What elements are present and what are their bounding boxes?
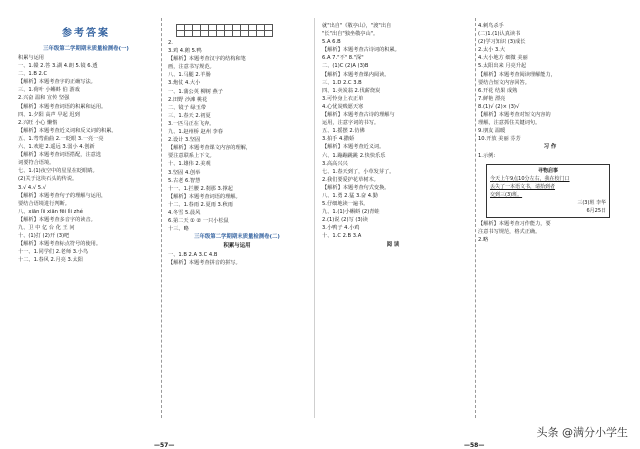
answer-line: 【解析】本题考查习作能力，要 — [478, 220, 551, 227]
answer-line: 7.鲜艳 漂亮 — [478, 95, 506, 102]
answer-line: 6.A 7."不" 8."深" — [322, 55, 364, 62]
answer-line: 3.坚固 4.创举 — [168, 169, 201, 176]
answer-line: 要结合短文内容回答。 — [478, 79, 530, 86]
right-column-1 — [322, 22, 464, 422]
answer-line: 八、1.勇 2.猛 3.奋 4.勤 — [322, 192, 378, 199]
answer-line: 运用，注意字词的书写。 — [322, 120, 380, 127]
answer-line: 十、(1)打 (2)开 (3)吧 — [18, 233, 70, 240]
answer-line: 【解析】本题考查标点符号的使用。 — [18, 241, 102, 248]
answer-line: 3.一匹马正在飞奔。 — [168, 120, 215, 127]
answer-line: 5.仔细地读一遍书。 — [322, 201, 369, 208]
left-page — [18, 22, 306, 449]
answer-line: 九、1.赵州桥 赵州 李春 — [168, 129, 223, 136]
answer-line: 4.心忧炭贱愿天寒 — [322, 103, 364, 110]
answer-line: 注意书写规范，格式正确。 — [478, 228, 541, 235]
notice-line: 今天上午9点10分左右，我在校门口 — [490, 175, 570, 182]
answer-line: 2.太小 3.大 — [478, 47, 506, 54]
answer-line: 3.可怜身上衣正单 — [322, 95, 364, 102]
notice-signature: 三(3)班 李华 — [577, 199, 606, 206]
column-divider — [161, 18, 162, 418]
answer-line: 一、1.蒲公英 柳树 燕子 — [168, 88, 223, 95]
answer-line: 二、1.B 2.C — [18, 71, 48, 78]
answer-line: 九、1.(1)小蝌蚪 (2)青蛙 — [322, 209, 380, 216]
answer-line: 4.冬雪 5.晨风 — [168, 209, 201, 216]
answer-line: 五、1.摇摆 2.仿佛 — [322, 128, 365, 135]
answer-line: 【解析】本题考查阅读理解能力， — [478, 71, 556, 78]
answer-line: 2.我们要爱护花草树木。 — [322, 176, 379, 183]
answer-line: 四、1.卖炭翁 2.伐薪烧炭 — [322, 87, 381, 94]
answer-line: 4.刺鸟杀手 — [478, 23, 504, 29]
answer-line: 3.√ 4.√ 5.√ — [18, 184, 47, 191]
answer-line: 【解析】本题考查词语搭配，注意选 — [18, 152, 102, 159]
answer-line: 【解析】本题考查汉字的结构和笔 — [168, 56, 246, 63]
answer-line: 三、1.春天 2.初夏 — [168, 112, 211, 119]
answer-line: 十一、1.拦腰 2.刹那 3.撑起 — [168, 185, 233, 192]
answer-line: 【解析】本题考查句式变换。 — [322, 184, 390, 191]
left-column-2 — [168, 22, 306, 422]
answer-line: 【解析】本题考查近义词和反义词的积累。 — [18, 127, 117, 134]
notice-box — [486, 164, 610, 218]
answer-line: 6.开花 结果 成熟 — [478, 87, 518, 94]
answer-line: 六、1.蹦蹦跳跳 2.快快乐乐 — [322, 152, 386, 159]
answer-line: 2.设计 3.坚固 — [168, 137, 201, 144]
answer-list — [168, 251, 306, 267]
answer-line: 2.(1)说 (2)写 (3)读 — [322, 217, 368, 224]
right-column-2 — [478, 22, 622, 422]
answer-line: 二、(1)C (2)A (3)B — [322, 63, 369, 70]
answer-line: "长"出自"独坐敬亭山"。 — [322, 31, 379, 38]
answer-line: 三、1.D 2.C 3.B — [322, 79, 362, 86]
answer-line: 九、卫 中 亿 台 化 王 问 — [18, 224, 75, 231]
notice-date: 6月25日 — [586, 207, 606, 214]
answer-line: 【解析】本题考查句子的理解与运用， — [18, 192, 107, 199]
answer-line: 5.太阳出来 月亮升起 — [478, 63, 527, 70]
answer-line: 理解，注意抓住关键词句。 — [478, 120, 541, 127]
page-number: —57— — [154, 442, 175, 449]
answer-line: 2.兴奋 温和 宣传 坚强 — [18, 95, 70, 102]
answer-line: 积累与运用 — [18, 55, 44, 61]
answer-line: 2.略 — [478, 236, 489, 243]
answer-line: 八、1.马腿 2.羊肠 — [168, 72, 211, 79]
answer-list — [478, 220, 622, 244]
answer-line: 【解析】本题考查近义词。 — [322, 144, 385, 151]
answer-line: 十一、1.同学们 2.老师 3.小鸟 — [18, 249, 89, 256]
answer-line: 八、xiān lìi xiān fēi lìi zhé — [18, 208, 83, 215]
answer-line: 就"出自"《敬亭山》，"渡"出自 — [322, 23, 392, 29]
character-grid — [176, 24, 273, 37]
answer-line: (2)关于这块石头的传说。 — [18, 176, 78, 183]
answer-line: 要结合语境进行判断。 — [18, 200, 70, 207]
answer-line: 三、1.荷叶 小蝌蚪 伯 游戏 — [18, 87, 80, 94]
answer-line: 要注意联系上下文。 — [168, 153, 215, 160]
notice-title: 寻物启事 — [537, 167, 558, 174]
answer-line: 8.(1)√ (2)× (3)√ — [478, 103, 520, 110]
answer-line: 【解析】本题考查古诗词的积累。 — [322, 47, 400, 54]
answer-line: 【解析】本题考查课文内容的理解， — [168, 145, 252, 152]
answer-line: 二、镜子 绿玉带 — [168, 104, 206, 111]
answer-line: 3.小鸭子 4.小鸡 — [322, 225, 360, 232]
section-heading: 积累与运用 — [223, 243, 251, 250]
watermark: 头条 @满分小学生 — [533, 423, 633, 441]
answer-line: 3.鸡 4.鹅 5.鸭 — [168, 48, 202, 55]
answer-line: 5.A 6.B — [322, 39, 341, 46]
answer-line: 【解析】本题考查字的正确写法。 — [18, 79, 96, 86]
answer-line: 【解析】本题考查对短文内容的 — [478, 112, 551, 119]
answer-line: 2.田野 沙滩 桃花 — [168, 96, 208, 103]
answer-list — [478, 22, 622, 143]
composition-item: 1.示例: — [478, 153, 496, 160]
answer-line: 十三、略 — [168, 226, 189, 233]
answer-line: 五、1.弯弯曲曲 2.一眨眼 3.一亮一亮 — [18, 135, 104, 142]
answer-line: 3.拍手 4.撒娇 — [322, 136, 355, 143]
answer-line: 词要符合语境。 — [18, 160, 55, 167]
composition-heading: 习 作 — [543, 144, 557, 151]
answer-line: 【解析】本题考查拼音的拼写。 — [168, 260, 241, 267]
answer-line: 5.古老 6.智慧 — [168, 177, 201, 184]
answer-list — [168, 39, 306, 233]
answer-line: 3.炮仗 4.大小 — [168, 80, 201, 87]
answer-line: 十、1.雄伟 2.美观 — [168, 161, 211, 168]
page-gutter — [314, 18, 315, 418]
answer-line: 10.开放 美丽 芬芳 — [478, 136, 521, 143]
reading-heading: 阅 读 — [386, 241, 400, 248]
answer-list — [322, 22, 464, 241]
page-number: —58— — [464, 442, 485, 449]
answer-line: 6.第二天 ① ② 一只小松鼠 — [168, 218, 229, 225]
answer-line: (二)1.(1)认真读书 — [478, 31, 521, 38]
answer-line: 9.朋友 温暖 — [478, 128, 506, 135]
answer-line: 【解析】本题考查多音字的读音。 — [18, 216, 96, 223]
answer-line: 一、1.赣 2.答 3.湖 4.朗 5.镜 6.透 — [18, 63, 98, 70]
answer-line: 【解析】本题考查古诗的理解与 — [322, 112, 395, 119]
answer-line: 四、1.夕阳 高声 早起 迟到 — [18, 111, 80, 118]
answer-line: 画，注意书写规范。 — [168, 64, 215, 71]
answer-line: 4.大小地方 细微 美丽 — [478, 55, 528, 62]
page-title: 参考答案 — [62, 28, 110, 39]
answer-line: 七、1.春天到了，小草发芽了。 — [322, 168, 395, 175]
answer-list — [18, 54, 154, 264]
exam-heading: 三年级第二学期期末质量检测卷(二) — [194, 234, 280, 241]
answer-line: 2. — [168, 40, 173, 46]
answer-line: 2.兴旺 小心 懒惰 — [18, 119, 58, 126]
answer-line: 七、1.(1)夜空中的星星在眨眼睛。 — [18, 168, 98, 175]
answer-line: 十二、1.春风 2.月亮 3.太阳 — [18, 257, 83, 264]
answer-line: 【解析】本题考查课内阅读。 — [322, 71, 390, 78]
exam-heading: 三年级第二学期期末质量检测卷(一) — [43, 46, 129, 52]
notice-line: 丢失了一本语文书，请拾到者 — [490, 183, 556, 190]
answer-line: 十、1.C 2.B 3.A — [322, 233, 362, 240]
left-column-1 — [18, 22, 154, 422]
answer-line: 一、1.B 2.A 3.C 4.B — [168, 252, 218, 259]
answer-line: 十二、1.春雨 2.夏雨 3.秋雨 — [168, 201, 233, 208]
answer-line: 【解析】本题考查词语的理解。 — [168, 193, 241, 200]
answer-line: (2)学习知识 (3)成长 — [478, 39, 526, 46]
answer-line: 3.高高兴兴 — [322, 160, 348, 167]
answer-line: 【解析】本题考查词语的积累和运用。 — [18, 103, 107, 110]
answer-line: 六、1.欢迎 2.遥远 3.弱小 4.创新 — [18, 144, 95, 151]
notice-line: 交到三(3)班。 — [490, 191, 523, 198]
